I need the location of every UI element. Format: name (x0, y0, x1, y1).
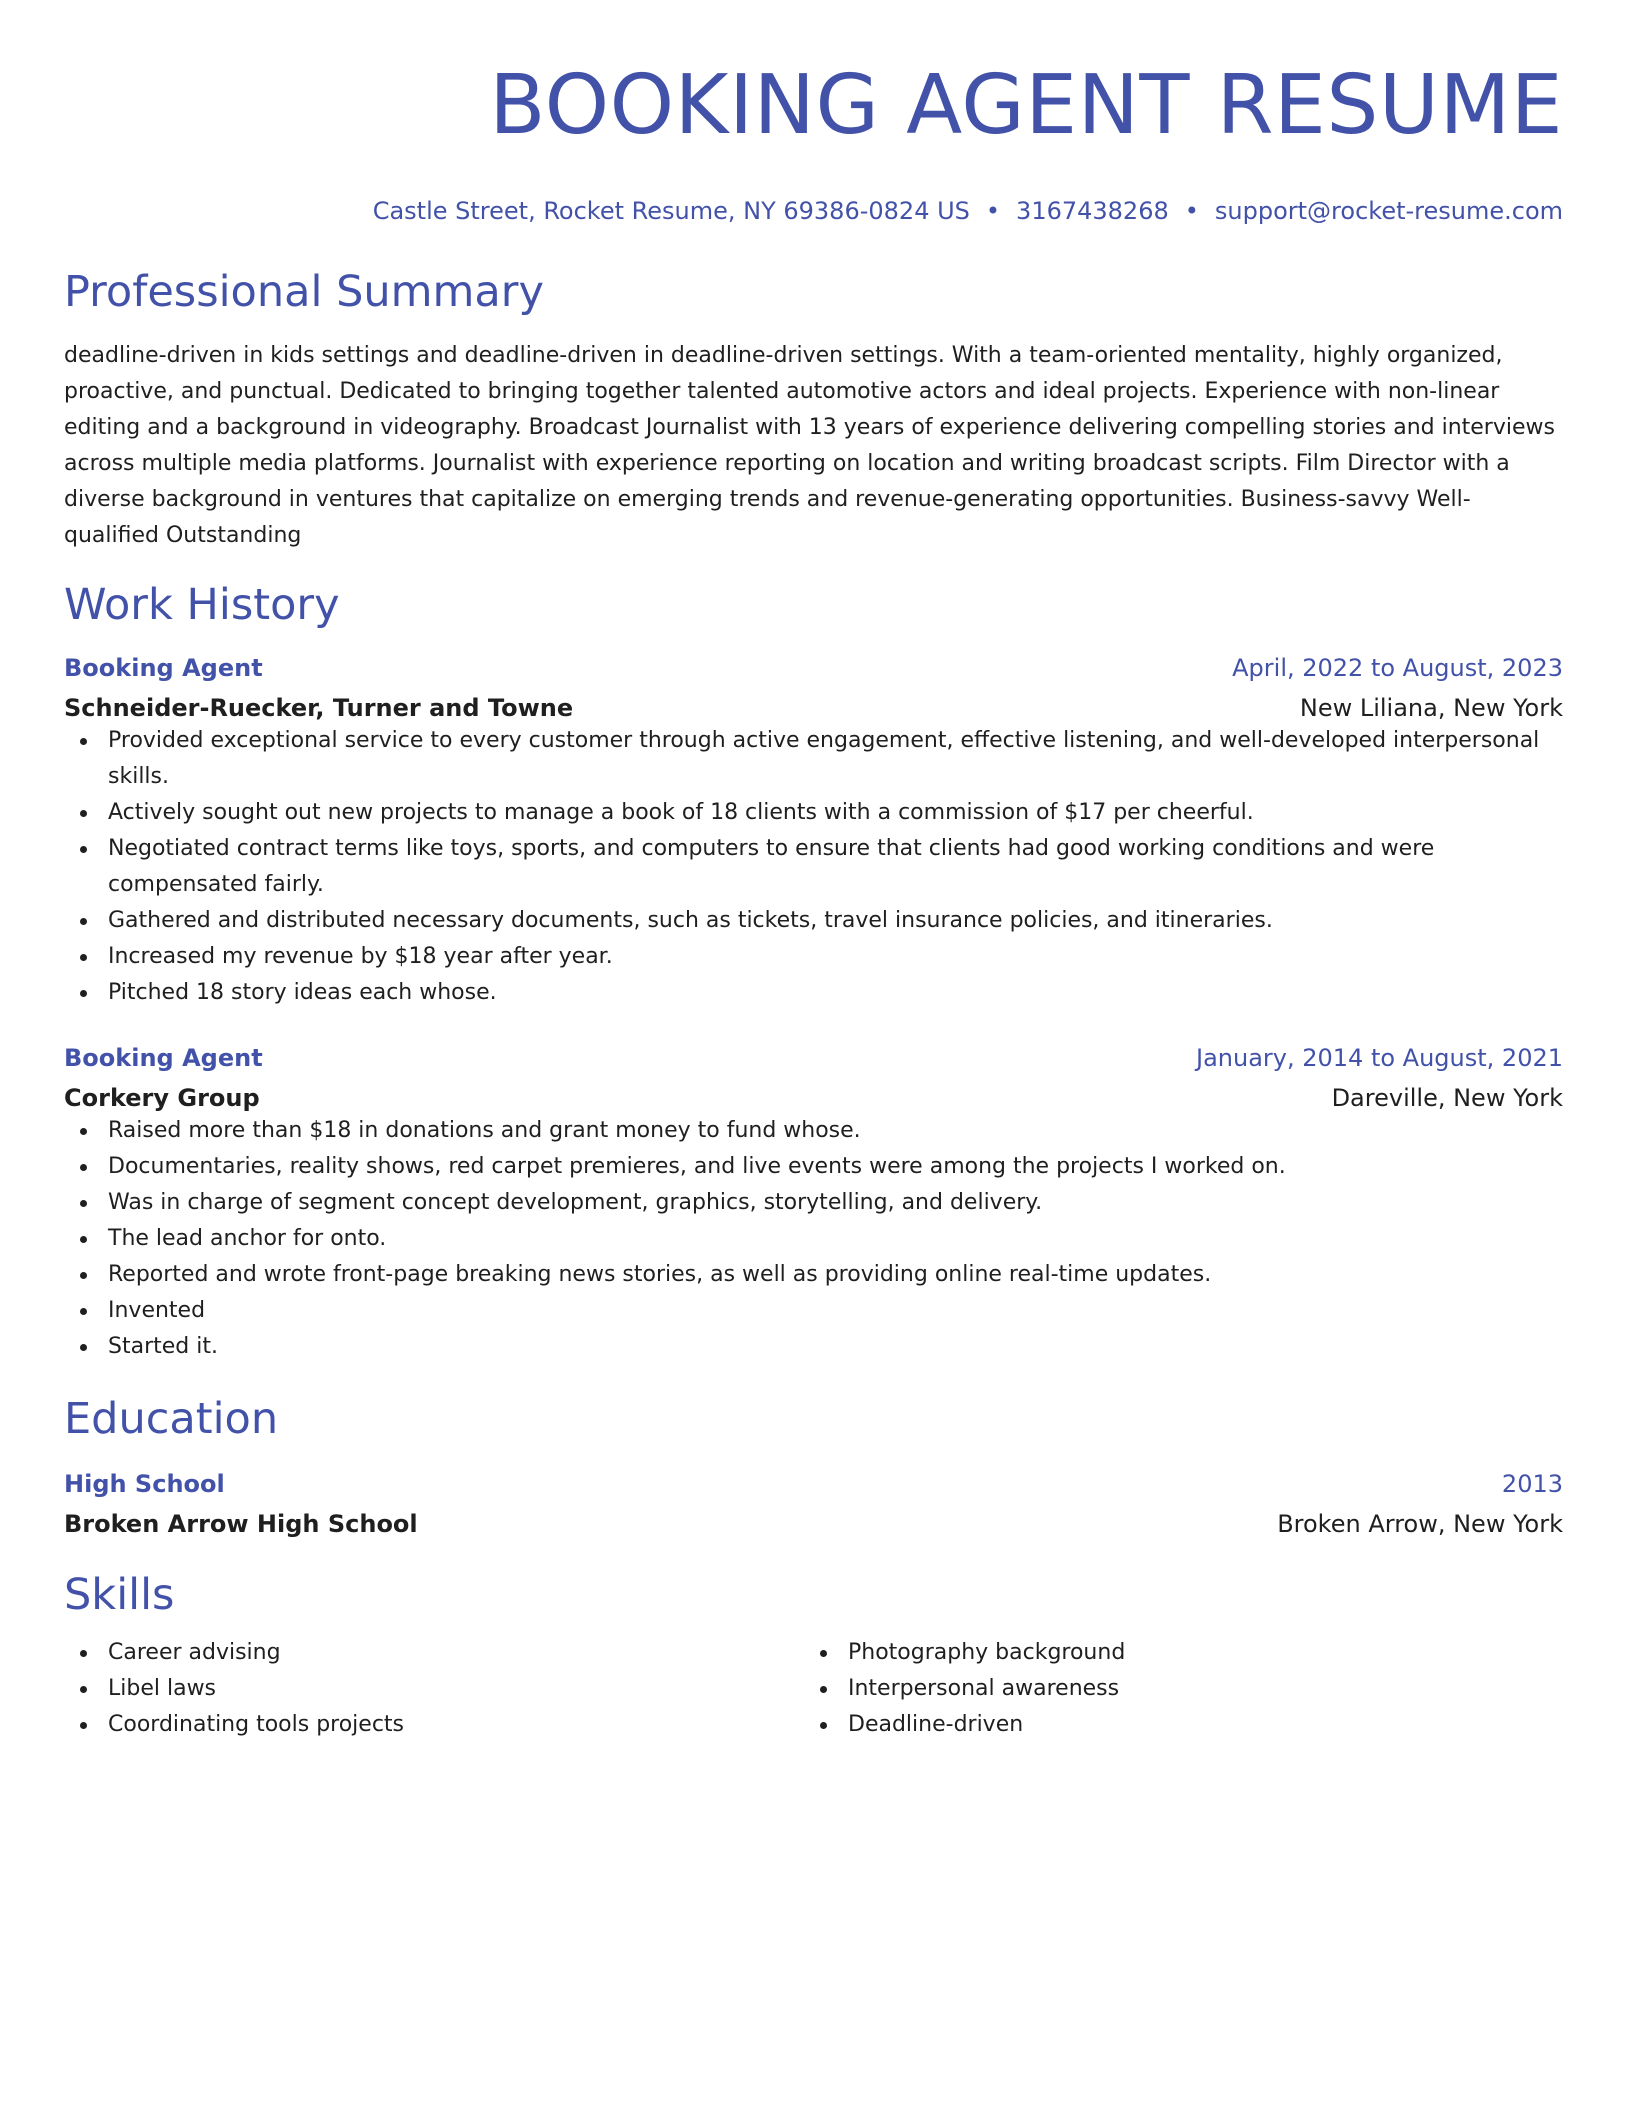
skill-item: Photography background (804, 1635, 1544, 1671)
job-role: Booking Agent (64, 654, 263, 682)
job-dates: January, 2014 to August, 2021 (1196, 1044, 1563, 1072)
resume-header (64, 56, 1563, 226)
job-bullet: Reported and wrote front-page breaking news stories, as well as providing online real-time updates. (64, 1257, 1563, 1293)
job-bullet: Was in charge of segment concept development, graphics, storytelling, and delivery. (64, 1185, 1563, 1221)
job-header-row (64, 653, 1563, 683)
job-company-row (64, 693, 1563, 723)
skills-heading: Skills (64, 1570, 175, 1620)
skill-item: Libel laws (64, 1671, 804, 1707)
contact-separator: • (1184, 197, 1199, 225)
contact-address: Castle Street, Rocket Resume, NY 69386-0824 US (372, 197, 970, 225)
job-bullet-list (64, 723, 1563, 1011)
job-bullet: Increased my revenue by $18 year after year. (64, 939, 1563, 975)
summary-text: deadline-driven in kids settings and deadline-driven in deadline-driven settings. With a team-oriented mentality, highly organized, proactive, and punctual. Dedicated to bringing together talented automotive actors and ideal projects. Experience with non-linear editing and a background in videography. Broadcast Journalist with 13 years of experience delivering compelling stories and interviews across multiple media platforms. Journalist with experience reporting on location and writing broadcast scripts. Film Director with a diverse background in ventures that capitalize on emerging trends and revenue-generating opportunities. Business-savvy Well-qualified Outstanding (64, 343, 1555, 548)
contact-separator: • (985, 197, 1001, 225)
job-bullet-list (64, 1113, 1563, 1365)
skill-item: Career advising (64, 1635, 804, 1671)
resume-title: BOOKING AGENT RESUME (489, 58, 1563, 153)
contact-email[interactable]: support@rocket-resume.com (1214, 197, 1563, 225)
job-company: Corkery Group (64, 1084, 260, 1112)
education-heading: Education (64, 1394, 279, 1444)
contact-phone: 3167438268 (1016, 197, 1169, 225)
job-entry (64, 1043, 1563, 1365)
resume-page (64, 0, 1563, 1743)
job-bullet: Pitched 18 story ideas each whose. (64, 975, 1563, 1011)
job-entry (64, 653, 1563, 1011)
skill-item: Deadline-driven (804, 1707, 1544, 1743)
work-history-heading: Work History (64, 580, 340, 630)
summary-heading: Professional Summary (64, 267, 544, 317)
job-bullet: Invented (64, 1293, 1563, 1329)
education-year: 2013 (1501, 1470, 1563, 1498)
job-bullet: Provided exceptional service to every customer through active engagement, effective listening, and well-developed interpersonal skills. (64, 723, 1563, 795)
skills-columns (64, 1635, 1563, 1743)
job-bullet: Actively sought out new projects to manage a book of 18 clients with a commission of $17 per cheerful. (64, 795, 1563, 831)
skills-list-left (64, 1635, 804, 1743)
job-bullet: Gathered and distributed necessary documents, such as tickets, travel insurance policies, and itineraries. (64, 903, 1563, 939)
job-company: Schneider-Ruecker, Turner and Towne (64, 694, 574, 722)
education-entry (64, 1469, 1563, 1539)
job-bullet: The lead anchor for onto. (64, 1221, 1563, 1257)
job-bullet: Documentaries, reality shows, red carpet premieres, and live events were among the projects I worked on. (64, 1149, 1563, 1185)
job-bullet: Started it. (64, 1329, 1563, 1365)
job-header-row (64, 1043, 1563, 1073)
job-location: New Liliana, New York (1299, 694, 1563, 722)
job-bullet: Raised more than $18 in donations and grant money to fund whose. (64, 1113, 1563, 1149)
job-role: Booking Agent (64, 1044, 263, 1072)
job-dates: April, 2022 to August, 2023 (1232, 654, 1563, 682)
education-location: Broken Arrow, New York (1277, 1510, 1563, 1538)
skill-item: Coordinating tools projects (64, 1707, 804, 1743)
education-degree: High School (64, 1470, 225, 1498)
skills-list-right (804, 1635, 1544, 1743)
education-school-row (64, 1509, 1563, 1539)
job-bullet: Negotiated contract terms like toys, sports, and computers to ensure that clients had good working conditions and were compensated fairly. (64, 831, 1563, 903)
job-location: Dareville, New York (1331, 1084, 1563, 1112)
skill-item: Interpersonal awareness (804, 1671, 1544, 1707)
education-school: Broken Arrow High School (64, 1510, 418, 1538)
job-company-row (64, 1083, 1563, 1113)
contact-line (64, 196, 1563, 226)
education-header-row (64, 1469, 1563, 1499)
